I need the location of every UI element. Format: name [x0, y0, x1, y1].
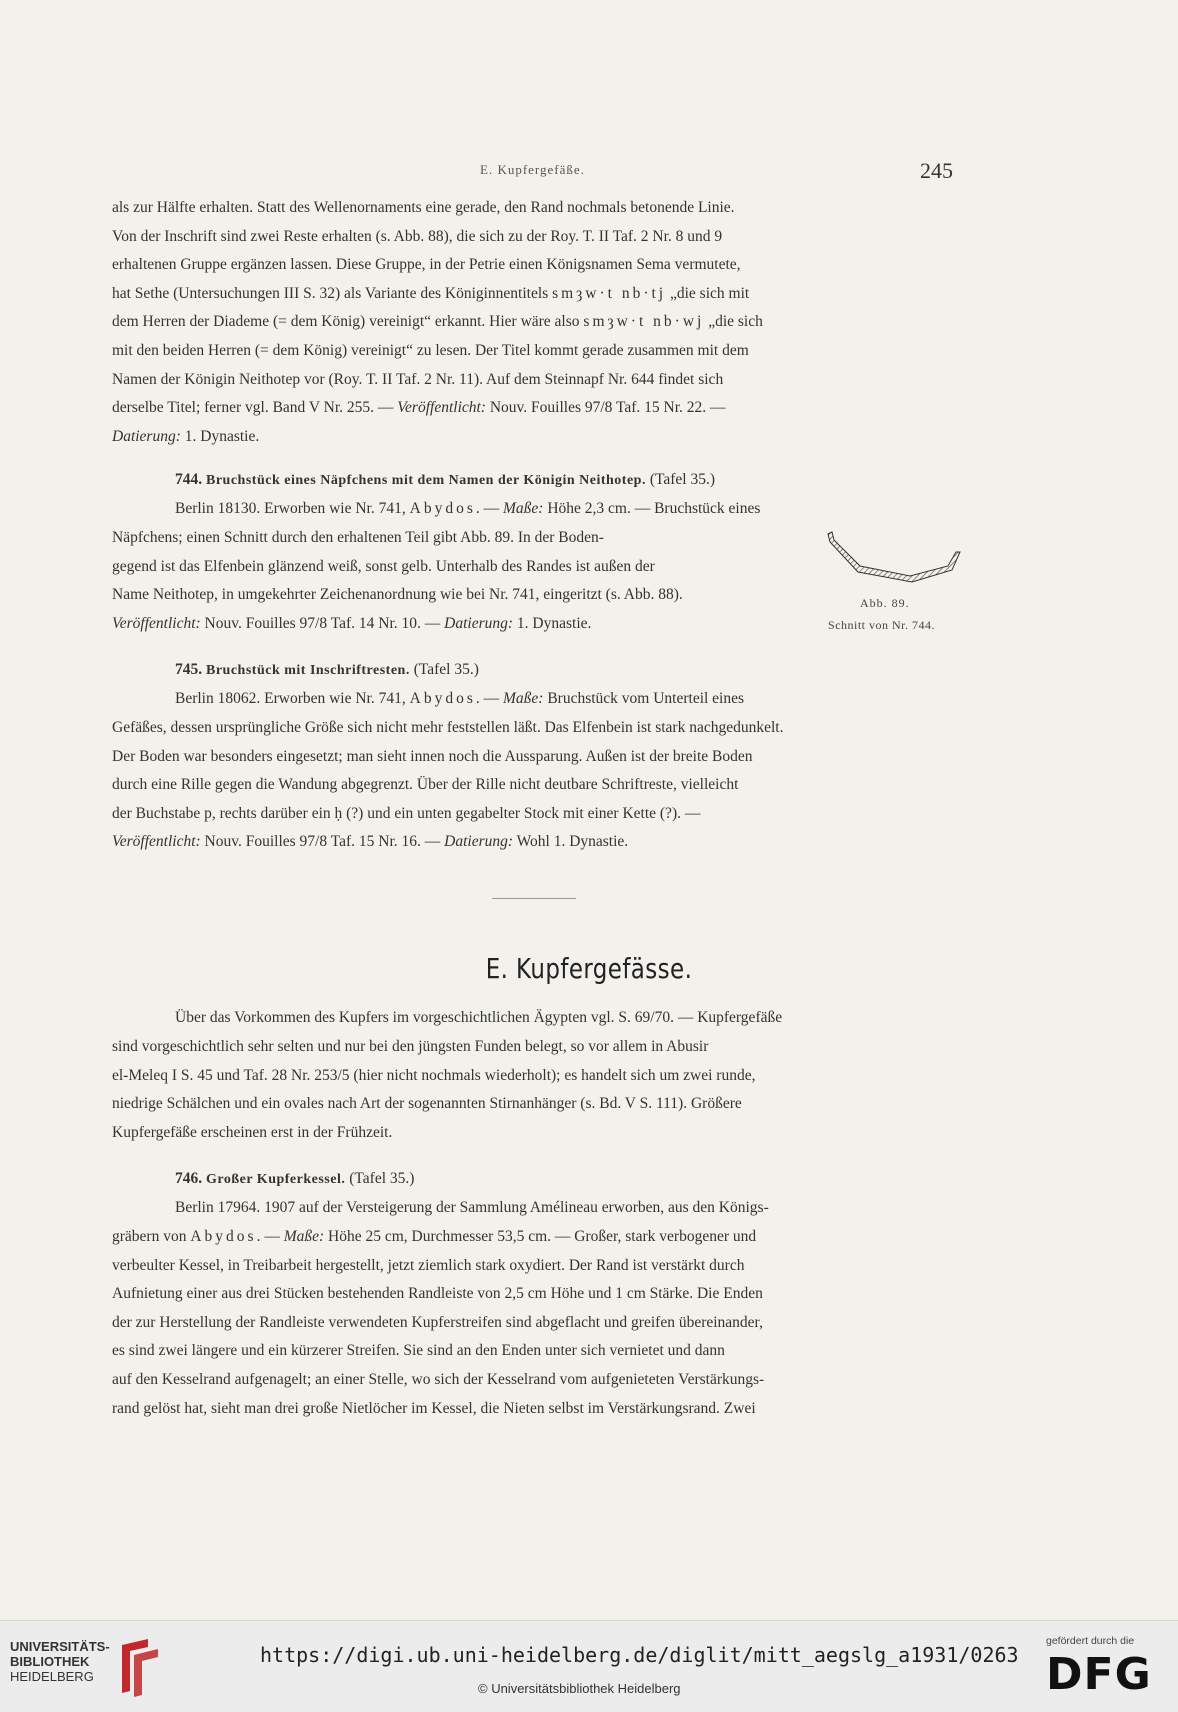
- entry-title: Bruchstück mit Inschriftresten.: [206, 663, 410, 678]
- text-run: . —: [256, 1228, 284, 1245]
- text-line: [112, 828, 962, 857]
- text-run: Berlin 18130. Erworben wie Nr. 741,: [175, 500, 410, 517]
- text-line: als zur Hälfte erhalten. Statt des Wellenornaments eine gerade, den Rand nochmals betonende Linie.: [112, 199, 735, 216]
- entry-746-heading: [175, 1165, 962, 1195]
- text-run: derselbe Titel; ferner vgl. Band V Nr. 255. —: [112, 399, 398, 417]
- plate-reference: (Tafel 35.): [409, 661, 479, 678]
- publication-label: Veröffentlicht:: [112, 833, 201, 851]
- text-line: sind vorgeschichtlich sehr selten und nur bei den jüngsten Funden belegt, so vor allem in Abusir: [112, 1038, 709, 1055]
- measures-label: Maße:: [502, 500, 544, 517]
- text-run: „die sich mit: [666, 284, 750, 302]
- text-line: [112, 423, 962, 452]
- text-run: Berlin 18062. Erworben wie Nr. 741,: [175, 690, 410, 707]
- dfg-logo[interactable]: DFG: [1046, 1649, 1152, 1700]
- section-divider: [492, 898, 576, 899]
- viewer-footer: [0, 1620, 1178, 1712]
- text-run: hat Sethe (Untersuchungen III S. 32) als Variante des Königinnentitels: [112, 284, 553, 302]
- entry-number: 745.: [175, 661, 203, 678]
- text-line: Kupfergefäße erscheinen erst in der Frühzeit.: [112, 1123, 393, 1141]
- text-line: [112, 1223, 962, 1252]
- funding-label: gefördert durch die: [1046, 1635, 1135, 1647]
- entry-745-line1: [175, 685, 962, 714]
- text-line: Name Neithotep, in umgekehrter Zeichenanordnung wie bei Nr. 741, eingeritzt (s. Abb. 88).: [112, 586, 683, 604]
- plate-reference: (Tafel 35.): [645, 471, 716, 488]
- section-title: E. Kupfergefässe.: [485, 952, 693, 985]
- text-line: [112, 280, 962, 309]
- library-logo[interactable]: [10, 1639, 120, 1684]
- text-line: der Buchstabe p, rechts darüber ein ḥ (?) und ein unten gegabelter Stock mit einer Kette (?). —: [112, 804, 701, 822]
- plate-reference: (Tafel 35.): [345, 1170, 415, 1187]
- entry-745-heading: [175, 656, 962, 686]
- text-line: verbeulter Kessel, in Treibarbeit hergestellt, jetzt ziemlich stark oxydiert. Der Rand ist verstärkt durch: [112, 1256, 745, 1274]
- text-run: 1. Dynastie.: [513, 614, 592, 632]
- text-line: auf den Kesselrand aufgenagelt; an einer Stelle, wo sich der Kesselrand vom aufgenieteten Verstärkungs-: [112, 1370, 765, 1388]
- entry-title: Großer Kupferkessel.: [206, 1172, 346, 1187]
- text-line: [112, 394, 962, 423]
- vessel-section-drawing: [820, 526, 970, 596]
- text-run: dem Herren der Diademe (= dem König) vereinigt“ erkannt. Hier wäre also: [112, 313, 584, 331]
- running-head-title: E. Kupfergefäße.: [480, 162, 585, 177]
- text-run: Wohl 1. Dynastie.: [513, 833, 629, 851]
- entry-746-line1: Berlin 17964. 1907 auf der Versteigerung der Sammlung Amélineau erworben, aus den Königs-: [175, 1199, 769, 1216]
- text-run: Nouv. Fouilles 97/8 Taf. 15 Nr. 22. —: [485, 399, 726, 417]
- text-run: Bruchstück vom Unterteil eines: [543, 690, 745, 707]
- text-line: Namen der Königin Neithotep vor (Roy. T. II Taf. 2 Nr. 11). Auf dem Steinnapf Nr. 644 findet sich: [112, 370, 724, 388]
- text-run: Höhe 25 cm, Durchmesser 53,5 cm. — Großer, stark verbogener und: [324, 1228, 757, 1245]
- transliteration: smȝw·t nb·tj: [552, 284, 667, 302]
- figure-label: Abb. 89.: [860, 596, 910, 610]
- entry-746-body: [112, 1223, 962, 1423]
- measures-label: Maße:: [502, 690, 544, 707]
- text-run: . —: [475, 500, 503, 517]
- site-name: Abydos: [409, 690, 476, 707]
- entry-745-body: [112, 714, 962, 857]
- publication-label: Veröffentlicht:: [397, 399, 486, 417]
- figure-caption: Schnitt von Nr. 744.: [828, 618, 936, 632]
- text-line: [112, 308, 962, 337]
- page-number: 245: [920, 158, 953, 183]
- site-name: Abydos: [190, 1228, 257, 1245]
- measures-label: Maße:: [283, 1228, 325, 1245]
- text-line: durch eine Rille gegen die Wandung abgegrenzt. Über der Rille nicht deutbare Schriftreste, vielleicht: [112, 776, 739, 794]
- copyright-notice: © Universitätsbibliothek Heidelberg: [478, 1681, 681, 1696]
- text-line: der zur Herstellung der Randleiste verwendeten Kupferstreifen sind abgeflacht und greifen übereinander,: [112, 1313, 763, 1331]
- entry-744-heading: [175, 466, 962, 496]
- transliteration: smȝw·t nb·wj: [583, 313, 705, 331]
- text-line: [112, 610, 792, 639]
- dating-label: Datierung:: [112, 427, 181, 445]
- text-line: el-Meleq I S. 45 und Taf. 28 Nr. 253/5 (hier nicht nochmals wiederholt); es handelt sich um zwei runde,: [112, 1066, 756, 1084]
- text-run: Nouv. Fouilles 97/8 Taf. 14 Nr. 10. —: [200, 614, 445, 632]
- text-run: gräbern von: [112, 1228, 191, 1245]
- text-line: Gefäßes, dessen ursprüngliche Größe sich nicht mehr feststellen läßt. Das Elfenbein ist stark nachgedunkelt.: [112, 719, 784, 736]
- text-run: Höhe 2,3 cm. — Bruchstück eines: [543, 500, 761, 517]
- dating-label: Datierung:: [444, 833, 514, 851]
- running-head: [0, 158, 1178, 192]
- text-line: erhaltenen Gruppe ergänzen lassen. Diese Gruppe, in der Petrie einen Königsnamen Sema vermutete,: [112, 256, 741, 274]
- site-name: Abydos: [409, 500, 476, 517]
- permalink-url[interactable]: https://digi.ub.uni-heidelberg.de/diglit/mitt_aegslg_a1931/0263: [260, 1643, 1019, 1667]
- dating-label: Datierung:: [444, 614, 514, 632]
- logo-line: BIBLIOTHEK: [10, 1654, 90, 1669]
- text-run: . —: [475, 690, 503, 707]
- logo-line: UNIVERSITÄTS-: [10, 1639, 110, 1654]
- text-line: mit den beiden Herren (= dem König) vereinigt“ zu lesen. Der Titel kommt gerade zusammen mit dem: [112, 341, 749, 359]
- text-run: „die sich: [704, 313, 763, 331]
- entry-number: 744.: [175, 471, 203, 488]
- intro-line1: Über das Vorkommen des Kupfers im vorgeschichtlichen Ägypten vgl. S. 69/70. — Kupfergefäße: [175, 1009, 783, 1026]
- text-line: es sind zwei längere und ein kürzerer Streifen. Sie sind an den Enden unter sich vernietet und dann: [112, 1342, 725, 1360]
- intro-body: [112, 1033, 962, 1147]
- figure-89: [820, 520, 970, 640]
- text-run: Nouv. Fouilles 97/8 Taf. 15 Nr. 16. —: [200, 833, 445, 851]
- text-line: Von der Inschrift sind zwei Reste erhalten (s. Abb. 88), die sich zu der Roy. T. II Taf. 2 Nr. 8 und 9: [112, 227, 723, 245]
- text-line: rand gelöst hat, sieht man drei große Nietlöcher im Kessel, die Nieten selbst im Verstärkungsrand. Zwei: [112, 1399, 756, 1417]
- text-line: gegend ist das Elfenbein glänzend weiß, sonst gelb. Unterhalb des Randes ist außen der: [112, 557, 655, 575]
- publication-label: Veröffentlicht:: [112, 614, 201, 632]
- library-emblem-icon: [118, 1635, 164, 1699]
- entry-number: 746.: [175, 1170, 203, 1187]
- text-line: niedrige Schälchen und ein ovales nach Art der sogenannten Stirnanhänger (s. Bd. V S. 111). Größere: [112, 1095, 742, 1113]
- entry-title: Bruchstück eines Näpfchens mit dem Namen der Königin Neithotep.: [206, 473, 646, 488]
- text-line: Näpfchens; einen Schnitt durch den erhaltenen Teil gibt Abb. 89. In der Boden-: [112, 529, 604, 546]
- logo-line: HEIDELBERG: [10, 1669, 94, 1684]
- entry-744-body: [112, 524, 792, 638]
- text-line: Der Boden war besonders eingesetzt; man sieht innen noch die Aussparung. Außen ist der breite Boden: [112, 747, 753, 765]
- text-line: Aufnietung einer aus drei Stücken bestehenden Randleiste von 2,5 cm Höhe und 1 cm Stärke. Die Enden: [112, 1285, 763, 1303]
- text-run: 1. Dynastie.: [180, 427, 260, 445]
- paragraph-continuation: [112, 194, 962, 451]
